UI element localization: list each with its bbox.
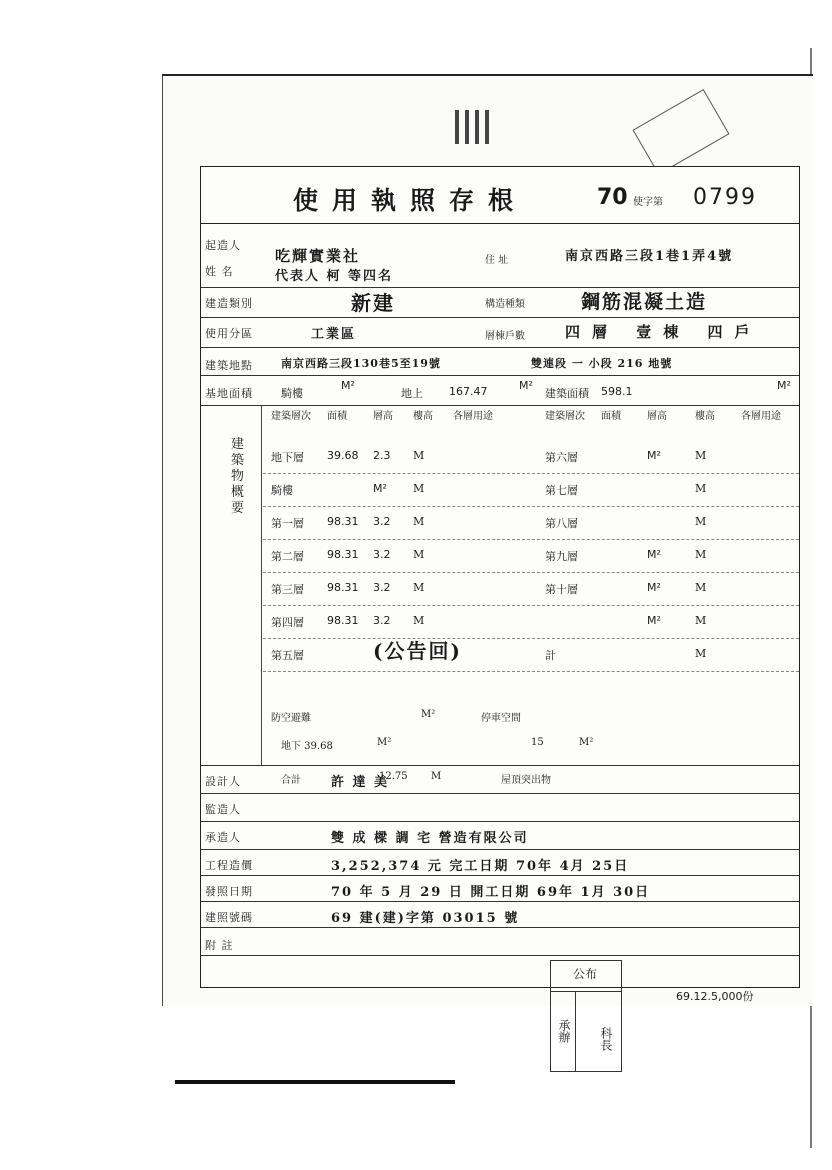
handwritten-paren: (公告回) — [373, 639, 462, 663]
table-cell: 第五層 — [271, 649, 304, 662]
table-cell: M — [695, 482, 707, 495]
bottom-label: 設計人 — [205, 775, 241, 788]
table-extra: 12.75 — [379, 771, 408, 782]
table-row-line — [263, 638, 799, 639]
table-row-line — [263, 539, 799, 540]
table-extra: 地下 39.68 — [281, 741, 333, 752]
builder-address: 南京西路三段1巷1弄4號 — [565, 249, 734, 264]
bottom-label: 工程造價 — [205, 859, 253, 872]
table-extra: M² — [579, 737, 594, 748]
table-cell: 第九層 — [545, 550, 578, 563]
table-header: 樓高 — [413, 411, 433, 422]
table-cell: 第一層 — [271, 517, 304, 530]
table-extra: 合計 — [281, 775, 301, 786]
table-extra: M² — [421, 709, 436, 720]
table-extra: 15 — [531, 737, 544, 748]
table-cell: M² — [647, 449, 661, 462]
area-ground: 167.47 — [449, 385, 488, 398]
table-cell: 98.31 — [327, 614, 359, 627]
table-cell: M² — [647, 548, 661, 561]
table-cell: M — [413, 614, 425, 627]
table-cell: M — [413, 482, 425, 495]
table-cell: 第二層 — [271, 550, 304, 563]
approval-stamp: 公布 承辦 科長 — [550, 960, 622, 1072]
table-cell: 第十層 — [545, 583, 578, 596]
table-row-line — [263, 572, 799, 573]
table-row-line — [263, 671, 799, 672]
bottom-value: 3,252,374 元 完工日期 70年 4月 25日 — [331, 859, 630, 874]
type-value: 新建 — [351, 291, 395, 315]
table-cell: M — [413, 581, 425, 594]
table-cell: M — [413, 515, 425, 528]
table-cell: M — [695, 515, 707, 528]
table-cell: 第六層 — [545, 451, 578, 464]
type-label: 建造類別 — [205, 297, 253, 310]
table-cell: 98.31 — [327, 581, 359, 594]
table-extra: M — [431, 771, 442, 782]
table-cell: 98.31 — [327, 515, 359, 528]
table-cell: 2.3 — [373, 449, 391, 462]
area-label: 基地面積 — [205, 387, 253, 400]
table-cell: M² — [647, 581, 661, 594]
table-cell: 第七層 — [545, 484, 578, 497]
address-label: 住 址 — [485, 255, 509, 266]
floors-value: 四層 壹棟 四戶 — [565, 323, 762, 341]
table-header: 面積 — [327, 411, 347, 422]
builder-label: 起造人 — [205, 239, 241, 252]
area-arcade: 騎樓 — [281, 387, 303, 400]
building-summary-label: 建築物概要 — [231, 437, 245, 516]
bottom-label: 發照日期 — [205, 885, 253, 898]
table-header: 建築層次 — [271, 411, 311, 422]
bottom-label: 附 註 — [205, 939, 234, 952]
site-value: 南京西路三段130巷5至19號 — [281, 357, 441, 370]
table-cell: M — [413, 449, 425, 462]
table-cell: M — [695, 581, 707, 594]
table-header: 面積 — [601, 411, 621, 422]
table-cell: M — [695, 548, 707, 561]
table-extra: 屋頂突出物 — [501, 775, 551, 786]
form-title-row — [201, 167, 799, 224]
header-stamp-block — [455, 110, 575, 150]
name-label: 姓 名 — [205, 265, 234, 278]
table-cell: M — [413, 548, 425, 561]
table-cell: M — [695, 449, 707, 462]
form-print-code: 69.12.5,000份 — [676, 990, 754, 1003]
bottom-label: 承造人 — [205, 831, 241, 844]
table-cell: 計 — [545, 649, 556, 662]
builder-name: 吃輝實業社 — [275, 247, 361, 265]
table-extra: M² — [377, 737, 392, 748]
bottom-value: 69 建(建)字第 03015 號 — [331, 911, 520, 926]
bottom-value: 70 年 5 月 29 日 開工日期 69年 1月 30日 — [331, 885, 651, 900]
scan-bottom-line — [175, 1080, 455, 1084]
builder-representative: 代表人 柯 等四名 — [275, 269, 394, 284]
table-header: 樓高 — [695, 411, 715, 422]
table-header: 層高 — [373, 411, 393, 422]
table-cell: 第四層 — [271, 616, 304, 629]
table-cell: 3.2 — [373, 581, 391, 594]
table-header: 各層用途 — [453, 411, 493, 422]
table-cell: 39.68 — [327, 449, 359, 462]
table-row-line — [263, 605, 799, 606]
table-cell: 98.31 — [327, 548, 359, 561]
license-number-label: 使字第 — [633, 197, 663, 208]
lot-value: 雙連段 一 小段 216 地號 — [531, 357, 673, 370]
table-header: 建築層次 — [545, 411, 585, 422]
structure-value: 鋼筋混凝土造 — [581, 291, 708, 313]
bottom-label: 建照號碼 — [205, 911, 253, 924]
usage-license-form: 使用執照存根 70 使字第 0799 起造人 姓 名 吃輝實業社 代表人 柯 等四名 住 址 南京西路三段1巷1弄4號 建造類別 新建 構造種類 鋼筋混凝土造 使用分區 工業區 層棟戶數 四層 壹棟 四戶 建築地點 南京西路三段130巷5至19號 雙連段 一 小段 216 地號 基地面積 騎樓 M² 地上 167.47 M² 建築面積 598.1 M² 建築物概要 (公告回) 建築層次 面積 層高 樓高 各層用途 建築層次 面積 層高 樓高 各層用途 地下層 39.68 2.3 M 第六層 M² M 騎樓 M² M 第七層 M 第一層 98.31 3.2 M 第八層 M 第二層 98.31 3.2 M 第九層 M² M 第三層 98.31 3.2 M 第十層 M² M 第四層 98.31 3.2 M M² M 第五層 計 M 防空避難 M² 地下 39.68 M² 停車空間 15 M² 合計 12.75 M 屋頂突出物 設計人 許 達 美 監造人 承造人 雙 成 樑 調 宅 營造有限公司 工程造價 3,252,374 元 完工日期 70年 4月 25日 發照日期 70 年 5 月 29 日 開工日期 69年 1月 30日 建照號碼 69 建(建)字第 03015 號 附 註 — [200, 166, 800, 988]
table-cell: M² — [373, 482, 387, 495]
table-extra: 防空避難 — [271, 713, 311, 724]
structure-label: 構造種類 — [485, 299, 525, 310]
license-year: 70 — [597, 185, 628, 210]
table-cell: 3.2 — [373, 614, 391, 627]
form-title: 使用執照存根 — [293, 186, 528, 215]
table-cell: M — [695, 614, 707, 627]
zone-label: 使用分區 — [205, 327, 253, 340]
table-header: 各層用途 — [741, 411, 781, 422]
table-cell: 第三層 — [271, 583, 304, 596]
table-row-line — [263, 473, 799, 474]
bottom-label: 監造人 — [205, 803, 241, 816]
zone-value: 工業區 — [311, 327, 357, 342]
area-building: 598.1 — [601, 385, 633, 398]
table-cell: 3.2 — [373, 548, 391, 561]
table-cell: M — [695, 647, 707, 660]
table-row-line — [263, 506, 799, 507]
table-cell: 3.2 — [373, 515, 391, 528]
floors-label: 層棟戶數 — [485, 331, 525, 342]
license-number: 0799 — [693, 185, 757, 210]
table-cell: 地下層 — [271, 451, 304, 464]
site-label: 建築地點 — [205, 359, 253, 372]
table-header: 層高 — [647, 411, 667, 422]
table-extra: 停車空間 — [481, 713, 521, 724]
bottom-value: 雙 成 樑 調 宅 營造有限公司 — [331, 831, 529, 846]
bottom-value: 許 達 美 — [331, 775, 390, 790]
table-cell: 第八層 — [545, 517, 578, 530]
table-cell: 騎樓 — [271, 484, 293, 497]
table-cell: M² — [647, 614, 661, 627]
